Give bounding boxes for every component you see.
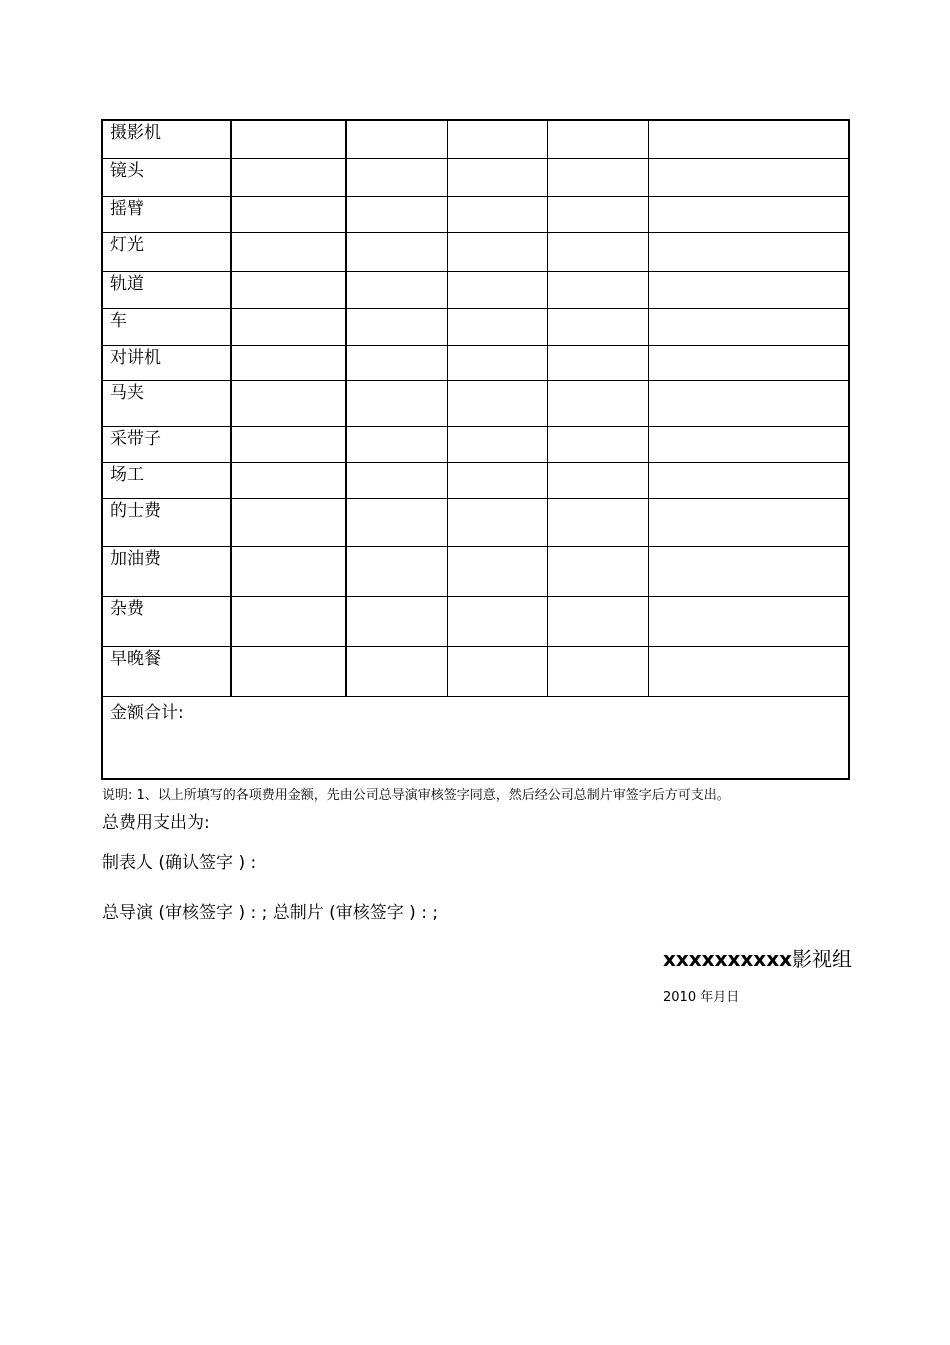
table-cell: [231, 196, 346, 232]
table-cell: [547, 308, 648, 345]
table-cell: [547, 345, 648, 380]
table-cell: [231, 158, 346, 196]
table-cell: [447, 498, 547, 546]
table-cell: [346, 498, 447, 546]
table-cell: [648, 498, 849, 546]
table-cell: [346, 120, 447, 158]
crew-name: [663, 943, 852, 972]
table-cell: [648, 546, 849, 596]
table-cell: [547, 271, 648, 308]
table-cell: [648, 308, 849, 345]
table-cell: [231, 546, 346, 596]
table-row: [102, 345, 849, 380]
table-cell: [346, 158, 447, 196]
table-row: [102, 546, 849, 596]
expense-item-label: 摇臂: [102, 196, 231, 232]
table-row: [102, 462, 849, 498]
table-cell: [648, 426, 849, 462]
table-row: [102, 232, 849, 271]
table-cell: [648, 345, 849, 380]
table-cell: [346, 596, 447, 646]
table-cell: [447, 546, 547, 596]
expense-item-label: 杂费: [102, 596, 231, 646]
table-cell: [447, 596, 547, 646]
table-cell: [346, 345, 447, 380]
table-cell: [547, 546, 648, 596]
table-cell: [231, 345, 346, 380]
table-cell: [547, 646, 648, 696]
expense-item-label: 的士费: [102, 498, 231, 546]
crew-name-suffix: 影视组: [792, 947, 852, 971]
table-cell: [547, 120, 648, 158]
expense-item-label: 轨道: [102, 271, 231, 308]
table-cell: [648, 596, 849, 646]
expense-item-label: 场工: [102, 462, 231, 498]
table-cell: [447, 308, 547, 345]
expense-item-label: 加油费: [102, 546, 231, 596]
table-cell: [346, 462, 447, 498]
table-cell: [648, 196, 849, 232]
table-cell: [447, 345, 547, 380]
table-cell: [648, 462, 849, 498]
table-row: [102, 646, 849, 696]
table-cell: [346, 426, 447, 462]
approvers-signature-label: 总导演 (审核签字 ) : ; 总制片 (审核签字 ) : ;: [102, 903, 439, 923]
table-cell: [547, 196, 648, 232]
expense-item-label: 摄影机: [102, 120, 231, 158]
table-cell: [447, 120, 547, 158]
table-row: [102, 380, 849, 426]
table-cell: [547, 426, 648, 462]
table-cell: [648, 158, 849, 196]
table-row: [102, 596, 849, 646]
table-cell: [231, 120, 346, 158]
crew-name-placeholder: xxxxxxxxxx: [662, 947, 792, 971]
table-cell: [648, 380, 849, 426]
table-cell: [447, 646, 547, 696]
form-date: 2010 年月日: [663, 990, 740, 1005]
table-cell: [547, 498, 648, 546]
table-row: [102, 308, 849, 345]
table-cell: [648, 271, 849, 308]
table-cell: [547, 596, 648, 646]
total-expense-label: 总费用支出为:: [102, 813, 210, 833]
table-cell: [231, 380, 346, 426]
total-row: [102, 696, 849, 779]
note-text: 说明: 1、以上所填写的各项费用金额，先由公司总导演审核签字同意，然后经公司总制片审签字后方可支出。: [102, 788, 730, 803]
table-cell: [447, 196, 547, 232]
table-cell: [346, 546, 447, 596]
expense-item-label: 对讲机: [102, 345, 231, 380]
expense-item-label: 镜头: [102, 158, 231, 196]
table-row: [102, 158, 849, 196]
table-cell: [447, 426, 547, 462]
table-cell: [447, 271, 547, 308]
table-cell: [447, 158, 547, 196]
table-row: [102, 196, 849, 232]
total-amount-label: 金额合计:: [102, 696, 849, 779]
table-cell: [231, 498, 346, 546]
expense-table: [101, 119, 850, 780]
table-cell: [547, 380, 648, 426]
table-cell: [648, 646, 849, 696]
expense-item-label: 灯光: [102, 232, 231, 271]
table-cell: [231, 271, 346, 308]
table-cell: [648, 120, 849, 158]
table-row: [102, 426, 849, 462]
table-cell: [447, 232, 547, 271]
table-cell: [648, 232, 849, 271]
table-cell: [346, 196, 447, 232]
table-cell: [346, 271, 447, 308]
table-cell: [547, 232, 648, 271]
table-cell: [231, 308, 346, 345]
table-cell: [231, 426, 346, 462]
table-cell: [346, 380, 447, 426]
table-cell: [547, 158, 648, 196]
table-row: [102, 120, 849, 158]
preparer-signature-label: 制表人 (确认签字 ) :: [102, 853, 257, 873]
expense-item-label: 马夹: [102, 380, 231, 426]
table-cell: [346, 232, 447, 271]
table-cell: [231, 232, 346, 271]
table-cell: [447, 380, 547, 426]
table-row: [102, 271, 849, 308]
expense-item-label: 车: [102, 308, 231, 345]
table-row: [102, 498, 849, 546]
table-cell: [346, 646, 447, 696]
table-cell: [231, 596, 346, 646]
table-cell: [231, 646, 346, 696]
table-cell: [231, 462, 346, 498]
table-cell: [346, 308, 447, 345]
table-cell: [447, 462, 547, 498]
expense-item-label: 采带子: [102, 426, 231, 462]
table-cell: [547, 462, 648, 498]
expense-item-label: 早晚餐: [102, 646, 231, 696]
